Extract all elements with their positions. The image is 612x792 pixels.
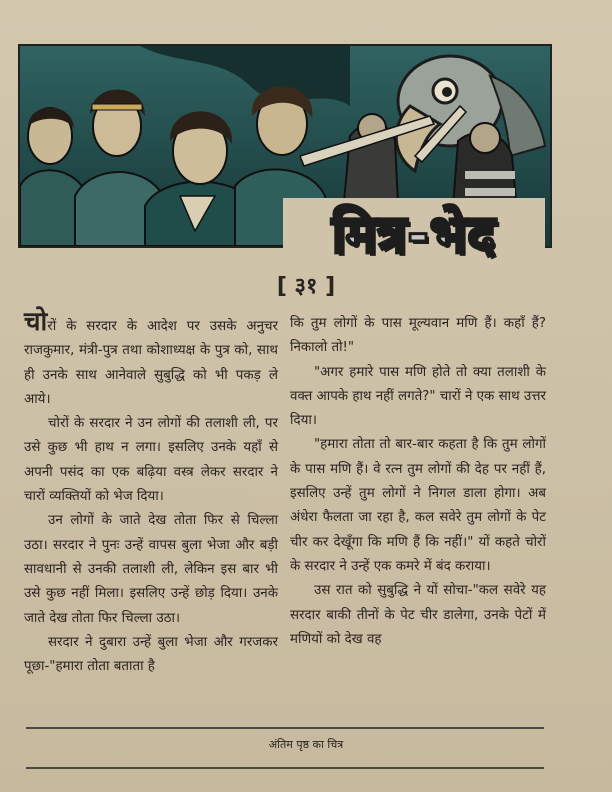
- paragraph: चोरों के सरदार के आदेश पर उसके अनुचर राजकुमार, मंत्री-पुत्र तथा कोशाध्यक्ष के पुत्र को, साथ ही उनके साथ आनेवाले सुबुद्धि को भी पकड़ ले आये।: [24, 307, 278, 407]
- paragraph: चोरों के सरदार ने उन लोगों की तलाशी ली, पर उसे कुछ भी हाथ न लगा। इसलिए उनके यहाँ से अपनी पसंद का एक बढ़िया वस्त्र लेकर सरदार ने चारों व्यक्तियों को भेज दिया।: [24, 416, 278, 505]
- right-column: [290, 312, 546, 652]
- footer-rule-bottom: [26, 767, 544, 769]
- story-title-box: [283, 198, 545, 266]
- paragraph: उन लोगों के जाते देख तोता फिर से चिल्ला उठा। सरदार ने पुनः उन्हें वापस बुला भेजा और बड़ी सावधानी से उनकी तलाशी ली, लेकिन इस बार भी उसे कुछ नहीं मिला। इसलिए उन्हें छोड़ दिया। उनके जाते देख तोता फिर चिल्ला उठा।: [24, 513, 278, 626]
- chapter-number: [ ३१ ]: [276, 274, 336, 299]
- footer-rule-top: [26, 727, 544, 729]
- paragraph: कि तुम लोगों के पास मूल्यवान मणि हैं। कहाँ हैं? निकालो तो!": [290, 316, 546, 356]
- dropcap: चो: [24, 307, 48, 337]
- footer-label: अंतिम पृष्ठ का चित्र: [268, 738, 344, 751]
- paragraph: "अगर हमारे पास मणि होते तो क्या तलाशी के वक्त आपके हाथ नहीं लगते?" चारों ने एक साथ उत्तर दिया।: [290, 364, 546, 429]
- story-title: मित्र-भेद: [331, 204, 497, 265]
- paragraph: सरदार ने दुबारा उन्हें बुला भेजा और गरजकर पूछा-"हमारा तोता बताता है: [24, 634, 278, 675]
- paragraph: उस रात को सुबुद्धि ने यों सोचा-"कल सवेरे यह सरदार बाकी तीनों के पेट चीर डालेगा, उनके पेटों में मणियों को देख वह: [290, 583, 546, 647]
- left-column: [24, 307, 278, 679]
- paragraph: "हमारा तोता तो बार-बार कहता है कि तुम लोगों के पास मणि हैं। वे रत्न तुम लोगों की देह पर नहीं हैं, इसलिए उन्हें तुम लोगों ने निगल डाला होगा। अब अंधेरा फैलता जा रहा है, कल सवेरे तुम लोगों के पेट चीर कर देखूँगा कि मणि हैं कि नहीं।" यों कहते चोरों के सरदार ने उन्हें एक कमरे में बंद कराया।: [290, 437, 546, 574]
